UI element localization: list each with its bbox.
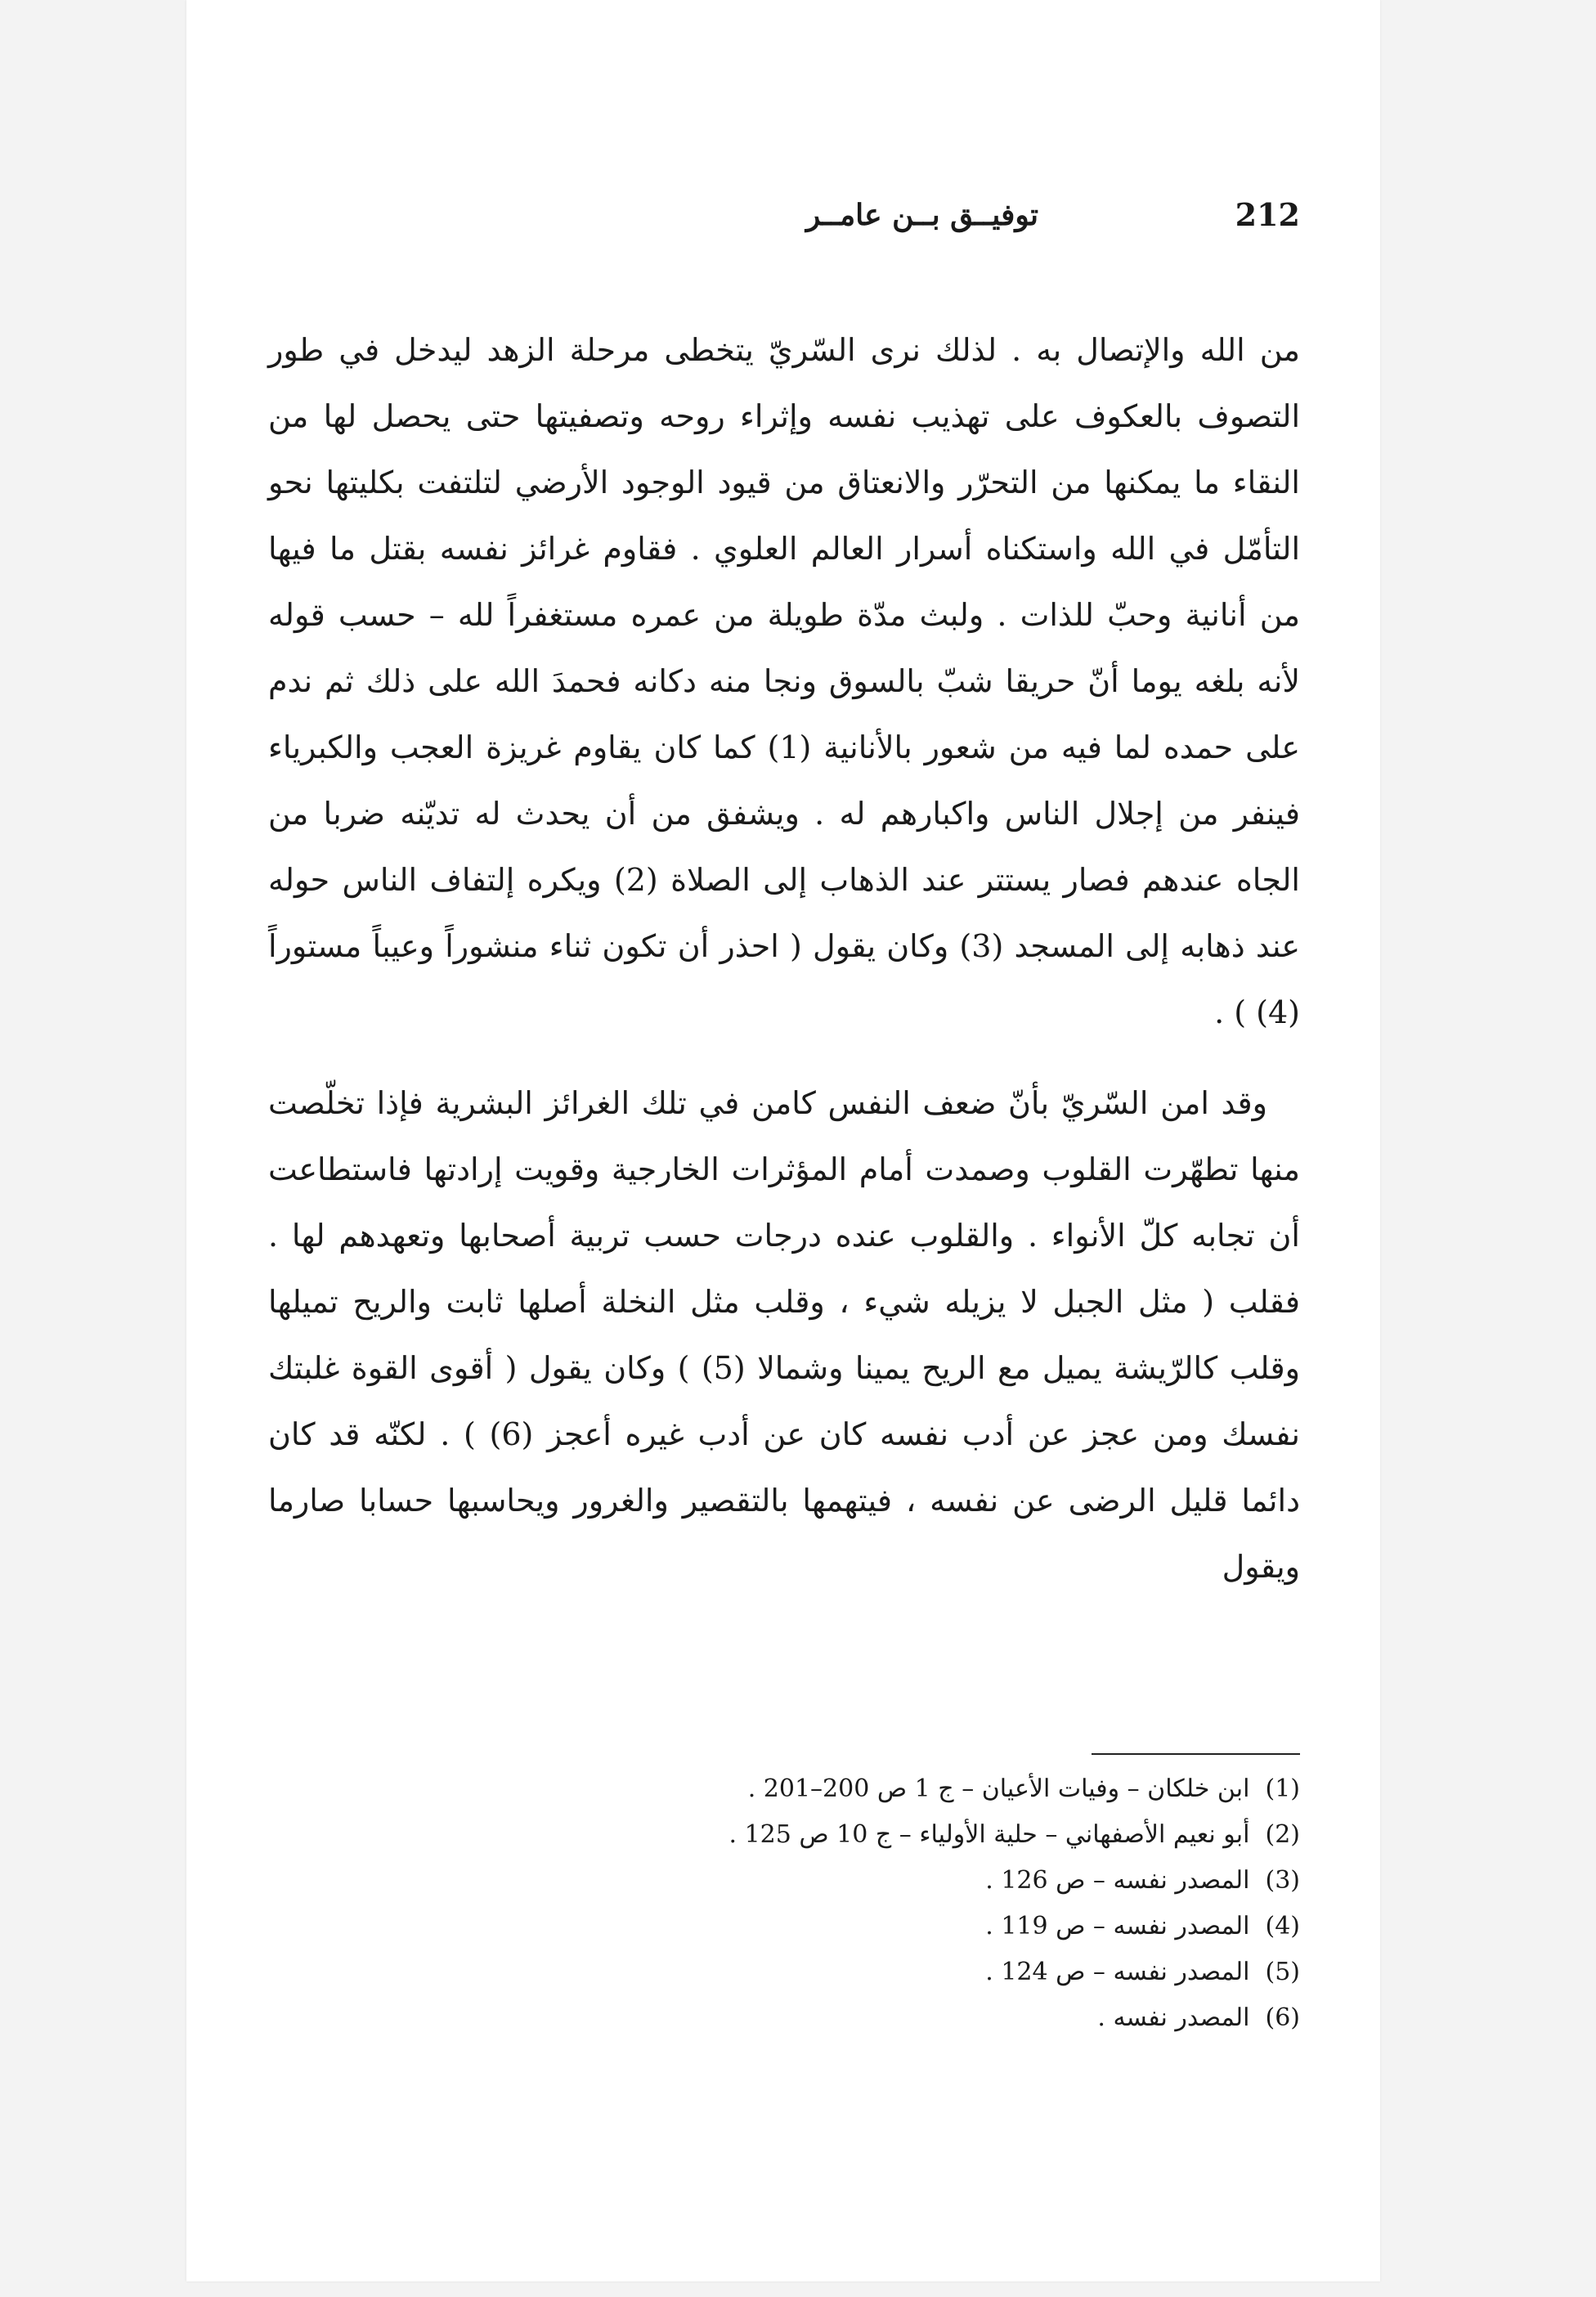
footnote-text: أبو نعيم الأصفهاني – حلية الأولياء – ج 10 ص 125 . (729, 1820, 1250, 1849)
footnote-text: المصدر نفسه – ص 126 . (985, 1866, 1250, 1895)
paragraph-2: وقد امن السّريّ بأنّ ضعف النفس كامن في تلك الغرائز البشرية فإذا تخلّصت منها تطهّرت القلوب وصمدت أمام المؤثرات الخارجية وقويت إرادتها فاستطاعت أن تجابه كلّ الأنواء . والقلوب عنده درجات حسب تربية أصحابها وتعهدهم لها . فقلب ( مثل الجبل لا يزيله شيء ، وقلب مثل النخلة أصلها ثابت والريح تميلها وقلب كالرّيشة يميل مع الريح يمينا وشمالا (5) ) وكان يقول ( أقوى القوة غلبتك نفسك ومن عجز عن أدب نفسه كان عن أدب غيره أعجز (6) ) . لكنّه قد كان دائما قليل الرضى عن نفسه ، فيتهمها بالتقصير والغرور ويحاسبها حسابا صارما ويقول (268, 1085, 1300, 1585)
running-header (268, 196, 1300, 245)
footnote-number: (6) (1265, 2003, 1300, 2032)
footnote-text: المصدر نفسه – ص 119 . (985, 1912, 1250, 1940)
running-header-author: توفيــق بــن عامــر (805, 198, 1038, 232)
footnote-item (268, 1812, 1300, 1858)
page-number: 212 (1235, 196, 1300, 233)
footnote-number: (2) (1265, 1820, 1300, 1849)
footnote-item (268, 1949, 1300, 1995)
footnote-text: ابن خلكان – وفيات الأعيان – ج 1 ص 200–201 . (747, 1774, 1250, 1803)
footnote-item (268, 1766, 1300, 1812)
footnote-number: (1) (1265, 1774, 1300, 1803)
footnote-item (268, 1858, 1300, 1904)
footnote-item (268, 1995, 1300, 2041)
footnote-divider (1092, 1753, 1300, 1755)
paragraph-1: من الله والإتصال به . لذلك نرى السّريّ يتخطى مرحلة الزهد ليدخل في طور التصوف بالعكوف على تهذيب نفسه وإثراء روحه وتصفيتها حتى يحصل لها من النقاء ما يمكنها من التحرّر والانعتاق من قيود الوجود الأرضي لتلتفت بكليتها نحو التأمّل في الله واستكناه أسرار العالم العلوي . فقاوم غرائز نفسه بقتل ما فيها من أنانية وحبّ للذات . ولبث مدّة طويلة من عمره مستغفراً لله – حسب قوله لأنه بلغه يوما أنّ حريقا شبّ بالسوق ونجا منه دكانه فحمدَ الله على ذلك ثم ندم على حمده لما فيه من شعور بالأنانية (1) كما كان يقاوم غريزة العجب والكبرياء فينفر من إجلال الناس واكبارهم له . ويشفق من أن يحدث له تديّنه ضربا من الجاه عندهم فصار يستتر عند الذهاب إلى الصلاة (2) ويكره إلتفاف الناس حوله عند ذهابه إلى المسجد (3) وكان يقول ( احذر أن تكون ثناء منشوراً وعيباً مستوراً (4) ) . (268, 332, 1300, 1030)
footnote-text: المصدر نفسه – ص 124 . (985, 1958, 1250, 1986)
footnote-number: (3) (1265, 1866, 1300, 1895)
footnote-text: المصدر نفسه . (1097, 2003, 1250, 2032)
footnote-number: (5) (1265, 1958, 1300, 1986)
body-text (268, 317, 1300, 1600)
footnote-number: (4) (1265, 1912, 1300, 1940)
scanned-page (186, 0, 1380, 2281)
footnote-item (268, 1904, 1300, 1949)
footnotes-list (268, 1766, 1300, 2041)
